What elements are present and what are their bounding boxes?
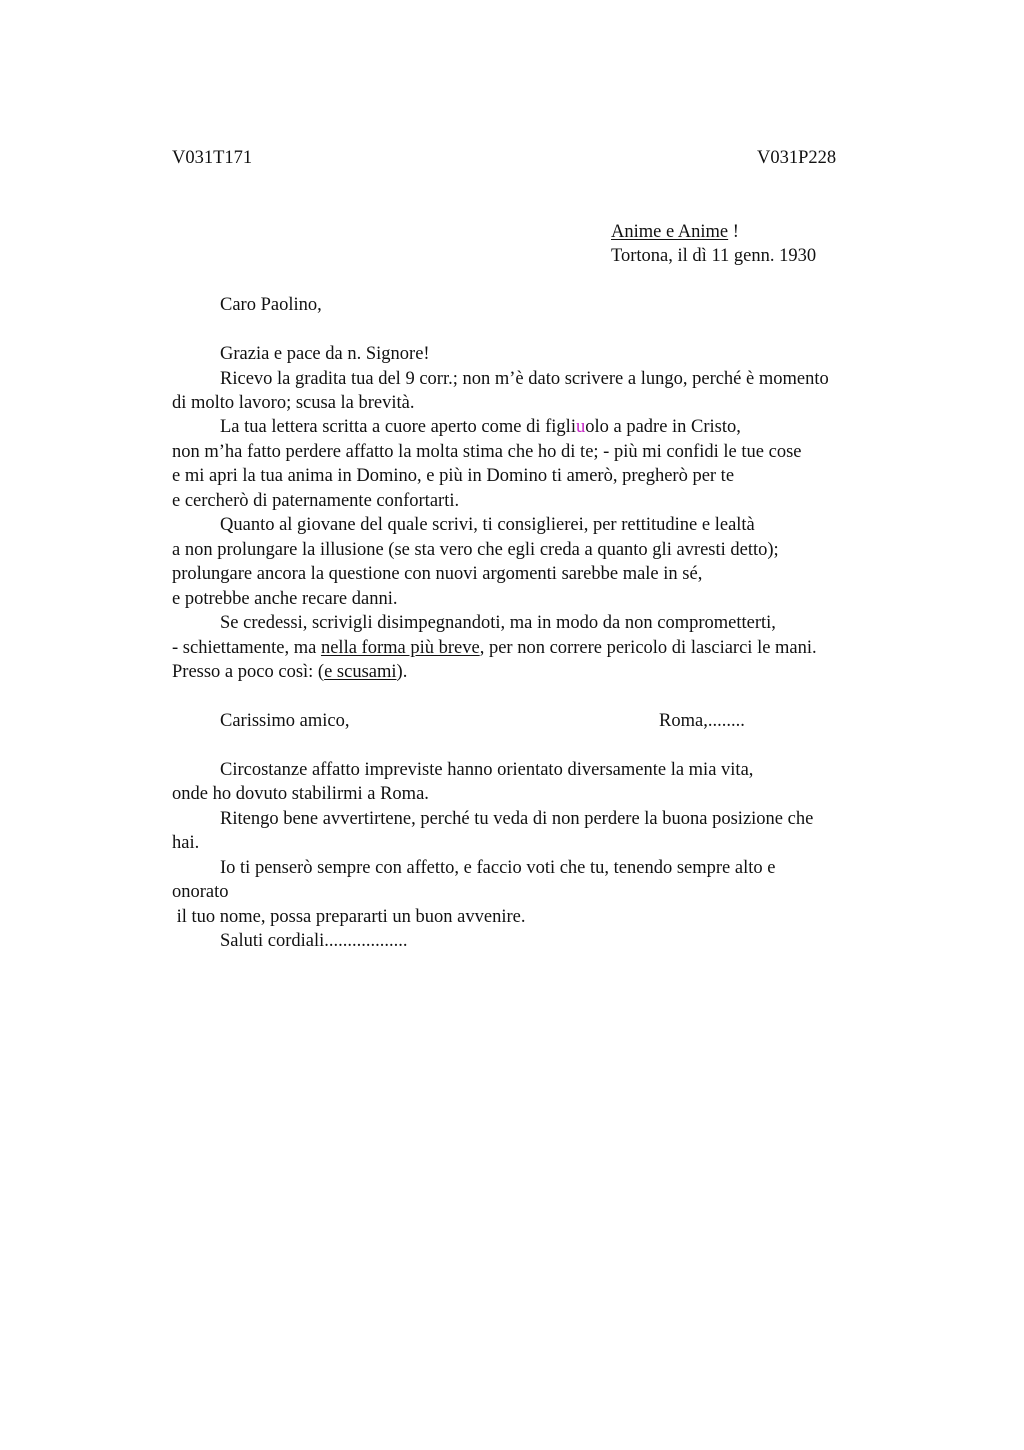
text-segment: , per non correre pericolo di lasciarci le mani. xyxy=(479,638,817,658)
body-line: Se credessi, scrivigli disimpegnandoti, ma in modo da non comprometterti, xyxy=(220,613,776,633)
document-code-left: V031T171 xyxy=(172,148,253,168)
body-line: e mi apri la tua anima in Domino, e più in Domino ti amerò, pregherò per te xyxy=(172,466,735,486)
draft-line: il tuo nome, possa prepararti un buon avvenire. xyxy=(172,907,526,927)
body-line: Ricevo la gradita tua del 9 corr.; non m’è dato scrivere a lungo, perché è momento xyxy=(220,369,829,389)
highlighted-correction: u xyxy=(575,417,586,437)
text-segment: Presso a poco così: ( xyxy=(172,662,325,682)
body-line: prolungare ancora la questione con nuovi argomenti sarebbe male in sé, xyxy=(172,564,703,584)
draft-line: onorato xyxy=(172,882,229,902)
body-line: e cercherò di paternamente confortarti. xyxy=(172,491,460,511)
motto-suffix: ! xyxy=(728,222,739,242)
motto-underlined: Anime e Anime xyxy=(611,222,729,242)
salutation: Caro Paolino, xyxy=(220,295,322,315)
draft-greeting: Carissimo amico, xyxy=(220,711,350,731)
body-line: Quanto al giovane del quale scrivi, ti consiglierei, per rettitudine e lealtà xyxy=(220,515,755,535)
text-segment: ). xyxy=(396,662,408,682)
draft-line: Io ti penserò sempre con affetto, e faccio voti che tu, tenendo sempre alto e xyxy=(220,858,776,878)
text-segment: olo a padre in Cristo, xyxy=(585,417,741,437)
underlined-phrase: e scusami xyxy=(324,662,397,682)
draft-place: Roma,........ xyxy=(659,711,745,731)
draft-line: onde ho dovuto stabilirmi a Roma. xyxy=(172,784,429,804)
dateline: Tortona, il dì 11 genn. 1930 xyxy=(611,246,817,266)
draft-line: Circostanze affatto impreviste hanno orientato diversamente la mia vita, xyxy=(220,760,754,780)
text-segment: - schiettamente, ma xyxy=(172,638,321,658)
underlined-phrase: nella forma più breve xyxy=(320,638,480,658)
draft-closing: Saluti cordiali.................. xyxy=(220,931,408,951)
body-line xyxy=(172,660,407,684)
draft-line: Ritengo bene avvertirtene, perché tu veda di non perdere la buona posizione che xyxy=(220,809,814,829)
draft-line: hai. xyxy=(172,833,200,853)
body-line xyxy=(220,415,741,439)
body-line: di molto lavoro; scusa la brevità. xyxy=(172,393,415,413)
body-line: non m’ha fatto perdere affatto la molta stima che ho di te; - più mi confidi le tue cose xyxy=(172,442,802,462)
body-line: a non prolungare la illusione (se sta vero che egli creda a quanto gli avresti detto); xyxy=(172,540,779,560)
text-segment: La tua lettera scritta a cuore aperto come di figli xyxy=(220,417,576,437)
motto xyxy=(611,220,739,244)
body-line: Grazia e pace da n. Signore! xyxy=(220,344,430,364)
body-line: e potrebbe anche recare danni. xyxy=(172,589,398,609)
body-line xyxy=(172,636,817,660)
document-code-right: V031P228 xyxy=(757,148,837,168)
